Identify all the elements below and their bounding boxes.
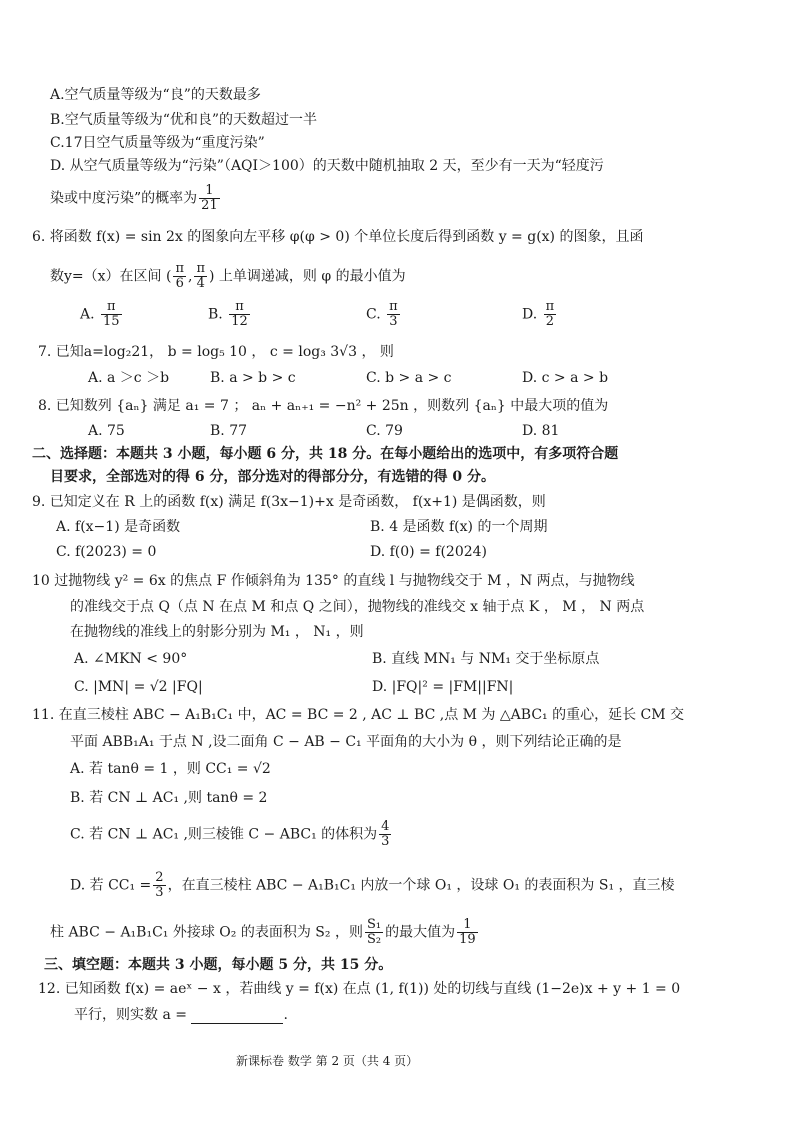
interval-comma: , (188, 268, 193, 285)
q7-option-c: C. b > a > c (366, 370, 452, 386)
q10-stem-line2: 的准线交于点 Q（点 N 在点 M 和点 Q 之间），抛物线的准线交 x 轴于点 K ， M ， N 两点 (70, 599, 645, 615)
section3-heading: 三、填空题：本题共 3 小题，每小题 5 分，共 15 分。 (44, 957, 393, 973)
q11-option-d-line2-mid: 的最大值为 (385, 924, 456, 941)
max-value-fraction (457, 918, 478, 947)
q9-option-a: A. f(x−1) 是奇函数 (56, 519, 181, 535)
q11-option-d-line2-text: 柱 ABC − A₁B₁C₁ 外接球 O₂ 的表面积为 S₂ ，则 (50, 924, 363, 941)
q11-option-a: A. 若 tanθ = 1 ，则 CC₁ = √2 (70, 761, 271, 777)
page-footer: 新课标卷 数学 第 2 页（共 4 页） (236, 1054, 419, 1068)
q9-stem: 9. 已知定义在 R 上的函数 f(x) 满足 f(3x−1)+x 是奇函数， f(x+1) 是偶函数，则 (32, 494, 546, 510)
fraction-numerator: π (389, 299, 398, 314)
q11-option-d-line2 (50, 918, 480, 947)
interval-end-fraction (194, 262, 207, 291)
volume-fraction (379, 820, 391, 849)
fraction-denominator: 19 (459, 932, 476, 947)
interval-start-fraction (173, 262, 186, 291)
q7-stem: 7. 已知a=log₂21， b = log₅ 10 ， c = log₃ 3√3 ， 则 (38, 344, 394, 360)
option-fraction (101, 300, 122, 329)
option-label: D. (522, 306, 538, 323)
q12-stem-text: 平行，则实数 a = (74, 1007, 187, 1023)
fraction-numerator: π (545, 299, 555, 314)
q5-option-d-line1: D. 从空气质量等级为“污染”（AQI＞100）的天数中随机抽取 2 天，至少有一天为“轻度污 (50, 158, 604, 174)
q11-option-b: B. 若 CN ⊥ AC₁ ,则 tanθ = 2 (70, 790, 268, 806)
q6-stem-text: 数y=（x）在区间 ( (50, 268, 172, 285)
q10-stem-line3: 在抛物线的准线上的射影分别为 M₁ ， N₁ ，则 (70, 624, 364, 640)
answer-blank[interactable] (191, 1009, 283, 1024)
q5-option-d-line2 (50, 184, 222, 213)
fraction-denominator: 3 (381, 834, 390, 849)
option-label: B. (208, 306, 223, 323)
fraction-numerator: π (175, 261, 184, 276)
surface-ratio-fraction (365, 918, 383, 947)
q5-option-c: C.17日空气质量等级为“重度污染” (50, 135, 265, 151)
q6-option-c (366, 300, 402, 329)
q5-probability-fraction (199, 184, 220, 213)
q11-option-d-text: D. 若 CC₁ = (70, 877, 152, 894)
q6-stem-line2 (50, 262, 406, 291)
q10-option-c: C. |MN| = √2 |FQ| (74, 679, 203, 695)
q12-stem-line2 (74, 1006, 288, 1024)
option-label: C. (366, 306, 381, 323)
q12-stem-period: . (283, 1007, 288, 1023)
fraction-numerator: 4 (381, 819, 390, 834)
q10-option-b: B. 直线 MN₁ 与 NM₁ 交于坐标原点 (372, 651, 600, 667)
fraction-numerator: 1 (199, 184, 220, 199)
fraction-denominator: 3 (155, 885, 164, 900)
fraction-denominator: S₂ (366, 932, 382, 947)
fraction-numerator: 2 (155, 870, 164, 885)
fraction-numerator: π (196, 261, 205, 276)
fraction-numerator: π (229, 300, 250, 315)
fraction-numerator: π (101, 300, 122, 315)
fraction-denominator: 2 (545, 314, 555, 329)
q12-stem-line1: 12. 已知函数 f(x) = aeˣ − x ，若曲线 y = f(x) 在点 (1, f(1)) 处的切线与直线 (1−2e)x + y + 1 = 0 (38, 981, 681, 997)
fraction-denominator: 15 (103, 314, 120, 329)
q6-option-a (80, 300, 124, 329)
section2-heading-line2: 目要求，全部选对的得 6 分，部分选对的得部分分，有选错的得 0 分。 (50, 469, 495, 485)
q5-option-b: B.空气质量等级为“优和良”的天数超过一半 (50, 112, 318, 128)
q5-option-d-text: 染或中度污染”的概率为 (50, 190, 198, 207)
q5-option-a: A.空气质量等级为“良”的天数最多 (50, 87, 261, 103)
fraction-denominator: 3 (389, 314, 398, 329)
q11-stem-line2: 平面 ABB₁A₁ 于点 N ,设二面角 C − AB − C₁ 平面角的大小为 θ ，则下列结论正确的是 (70, 734, 622, 750)
fraction-denominator: 4 (196, 276, 205, 291)
q11-option-d-line1 (70, 871, 675, 900)
fraction-denominator: 6 (175, 276, 184, 291)
fraction-denominator: 21 (201, 198, 218, 213)
option-fraction (229, 300, 250, 329)
fraction-numerator: S₁ (366, 917, 382, 932)
fraction-denominator: 12 (231, 314, 248, 329)
q7-option-b: B. a > b > c (210, 370, 296, 386)
q9-option-c: C. f(2023) = 0 (56, 544, 157, 560)
q11-option-c (70, 820, 393, 849)
q10-stem-line1: 10 过抛物线 y² = 6x 的焦点 F 作倾斜角为 135° 的直线 l 与抛物线交于 M ，N 两点，与抛物线 (32, 573, 635, 589)
q11-stem-line1: 11. 在直三棱柱 ABC − A₁B₁C₁ 中，AC = BC = 2 , AC ⊥ BC ,点 M 为 △ABC₁ 的重心，延长 CM 交 (32, 707, 685, 723)
q8-stem: 8. 已知数列 {aₙ} 满足 a₁ = 7 ； aₙ + aₙ₊₁ = −n² + 25n ，则数列 {aₙ} 中最大项的值为 (38, 398, 609, 414)
q6-stem-tail: ) 上单调递减，则 φ 的最小值为 (209, 268, 406, 285)
q10-option-d: D. |FQ|² = |FM||FN| (372, 679, 514, 695)
q6-option-d (522, 300, 558, 329)
q8-option-c: C. 79 (366, 423, 403, 439)
option-label: A. (80, 306, 95, 323)
q10-option-a: A. ∠MKN < 90° (74, 651, 188, 667)
q9-option-d: D. f(0) = f(2024) (370, 544, 488, 560)
q8-option-d: D. 81 (522, 423, 560, 439)
q8-option-b: B. 77 (210, 423, 248, 439)
section2-heading-line1: 二、选择题：本题共 3 小题，每小题 6 分，共 18 分。在每小题给出的选项中，有多项符合题 (32, 446, 619, 462)
option-fraction (544, 300, 557, 329)
q11-option-d-tail: ，在直三棱柱 ABC − A₁B₁C₁ 内放一个球 O₁ ，设球 O₁ 的表面积为 S₁ ，直三棱 (167, 877, 675, 894)
q7-option-a: A. a ＞c ＞b (88, 370, 170, 386)
option-fraction (387, 300, 400, 329)
q11-option-c-text: C. 若 CN ⊥ AC₁ ,则三棱锥 C − ABC₁ 的体积为 (70, 826, 378, 843)
q6-option-b (208, 300, 252, 329)
q9-option-b: B. 4 是函数 f(x) 的一个周期 (370, 519, 548, 535)
fraction-numerator: 1 (457, 918, 478, 933)
q8-option-a: A. 75 (88, 423, 125, 439)
q6-stem-line1: 6. 将函数 f(x) = sin 2x 的图象向左平移 φ(φ > 0) 个单位长度后得到函数 y = g(x) 的图象，且函 (32, 229, 644, 245)
cc1-fraction (153, 871, 165, 900)
q7-option-d: D. c > a > b (522, 370, 609, 386)
